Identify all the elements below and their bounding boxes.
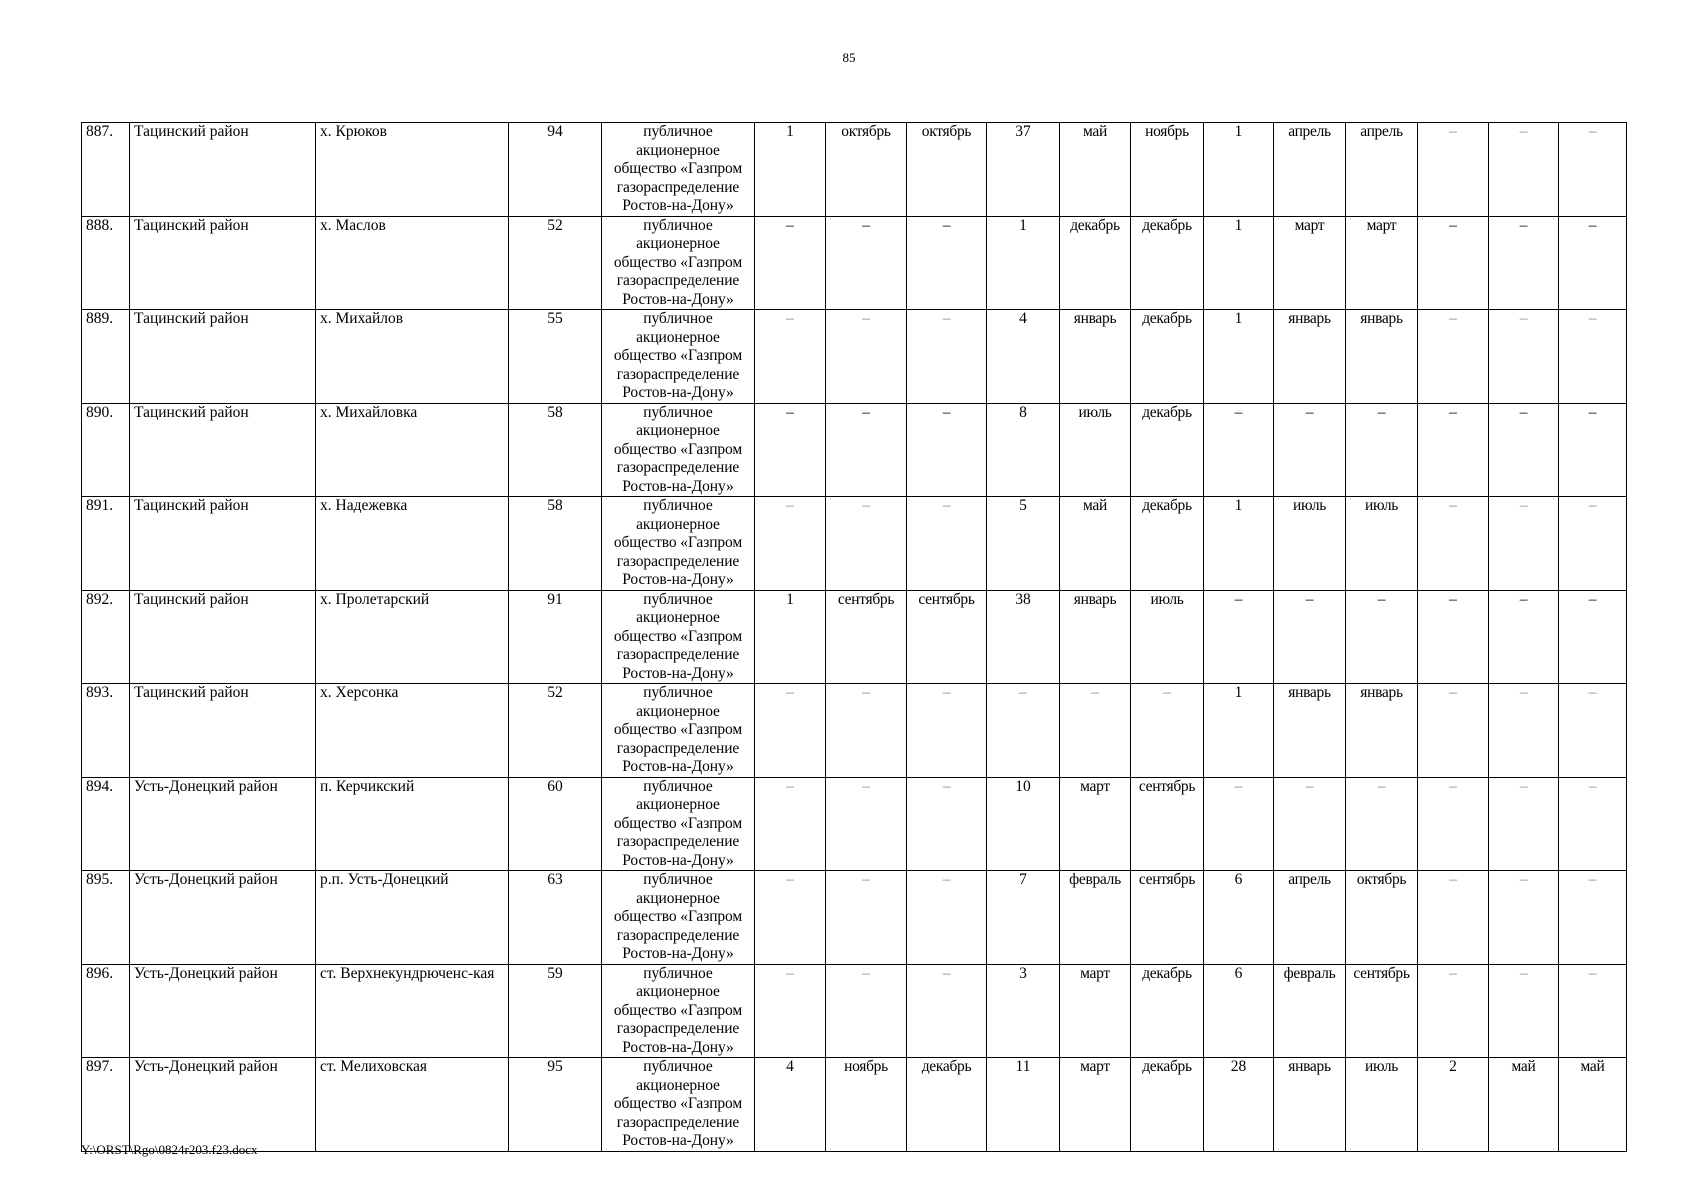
month-cell-4b: – (1559, 123, 1627, 217)
count-cell-2: 38 (987, 590, 1060, 684)
month-cell-2b: декабрь (1131, 403, 1204, 497)
count-cell-2: – (987, 684, 1060, 778)
value-cell: 58 (509, 403, 602, 497)
month-cell-2a: март (1060, 964, 1131, 1058)
table-body (82, 123, 1627, 1152)
month-cell-1a: октябрь (826, 123, 907, 217)
month-cell-2a: декабрь (1060, 216, 1131, 310)
district-cell: Усть-Донецкий район (130, 964, 316, 1058)
count-cell-3: – (1204, 403, 1274, 497)
data-table (81, 122, 1627, 1152)
month-cell-3b: январь (1346, 310, 1418, 404)
settlement-cell: х. Надежевка (316, 497, 509, 591)
settlement-cell: х. Маслов (316, 216, 509, 310)
row-number: 895. (82, 871, 130, 965)
count-cell-4: – (1418, 871, 1489, 965)
settlement-cell: р.п. Усть-Донецкий (316, 871, 509, 965)
month-cell-1a: – (826, 684, 907, 778)
month-cell-2a: февраль (1060, 871, 1131, 965)
month-cell-4a: – (1489, 497, 1559, 591)
row-number: 890. (82, 403, 130, 497)
count-cell-3: 1 (1204, 123, 1274, 217)
count-cell-1: – (755, 497, 826, 591)
month-cell-2b: июль (1131, 590, 1204, 684)
table-row (82, 497, 1627, 591)
district-cell: Тацинский район (130, 123, 316, 217)
organization-cell: публичное акционерное общество «Газпром газораспределение Ростов-на-Дону» (602, 216, 755, 310)
value-cell: 52 (509, 216, 602, 310)
month-cell-2a: январь (1060, 310, 1131, 404)
settlement-cell: ст. Мелиховская (316, 1058, 509, 1152)
table-row (82, 403, 1627, 497)
count-cell-4: – (1418, 684, 1489, 778)
month-cell-4a: – (1489, 777, 1559, 871)
row-number: 891. (82, 497, 130, 591)
count-cell-4: – (1418, 216, 1489, 310)
district-cell: Усть-Донецкий район (130, 1058, 316, 1152)
month-cell-1b: октябрь (907, 123, 987, 217)
settlement-cell: х. Михайловка (316, 403, 509, 497)
month-cell-3a: апрель (1274, 123, 1346, 217)
month-cell-4a: – (1489, 216, 1559, 310)
organization-cell: публичное акционерное общество «Газпром газораспределение Ростов-на-Дону» (602, 964, 755, 1058)
settlement-cell: х. Херсонка (316, 684, 509, 778)
month-cell-1b: – (907, 964, 987, 1058)
month-cell-4a: – (1489, 590, 1559, 684)
count-cell-2: 4 (987, 310, 1060, 404)
month-cell-4a: – (1489, 403, 1559, 497)
month-cell-1a: – (826, 216, 907, 310)
count-cell-1: 1 (755, 590, 826, 684)
month-cell-1a: ноябрь (826, 1058, 907, 1152)
month-cell-1a: – (826, 871, 907, 965)
organization-cell: публичное акционерное общество «Газпром газораспределение Ростов-на-Дону» (602, 403, 755, 497)
month-cell-2a: май (1060, 123, 1131, 217)
month-cell-2b: сентябрь (1131, 777, 1204, 871)
settlement-cell: п. Керчикский (316, 777, 509, 871)
count-cell-2: 11 (987, 1058, 1060, 1152)
count-cell-2: 1 (987, 216, 1060, 310)
value-cell: 95 (509, 1058, 602, 1152)
row-number: 887. (82, 123, 130, 217)
month-cell-3a: январь (1274, 1058, 1346, 1152)
count-cell-1: – (755, 777, 826, 871)
count-cell-2: 10 (987, 777, 1060, 871)
count-cell-2: 3 (987, 964, 1060, 1058)
row-number: 894. (82, 777, 130, 871)
table-row (82, 777, 1627, 871)
count-cell-2: 37 (987, 123, 1060, 217)
month-cell-2b: декабрь (1131, 310, 1204, 404)
table-row (82, 964, 1627, 1058)
count-cell-1: 4 (755, 1058, 826, 1152)
month-cell-4a: – (1489, 964, 1559, 1058)
month-cell-4b: май (1559, 1058, 1627, 1152)
value-cell: 52 (509, 684, 602, 778)
organization-cell: публичное акционерное общество «Газпром газораспределение Ростов-на-Дону» (602, 590, 755, 684)
month-cell-2a: – (1060, 684, 1131, 778)
month-cell-3b: март (1346, 216, 1418, 310)
count-cell-1: – (755, 216, 826, 310)
month-cell-4b: – (1559, 216, 1627, 310)
month-cell-3a: апрель (1274, 871, 1346, 965)
month-cell-4b: – (1559, 777, 1627, 871)
settlement-cell: ст. Верхнекундрюченс-кая (316, 964, 509, 1058)
district-cell: Тацинский район (130, 310, 316, 404)
month-cell-1b: – (907, 216, 987, 310)
value-cell: 59 (509, 964, 602, 1058)
month-cell-1b: – (907, 684, 987, 778)
month-cell-3a: июль (1274, 497, 1346, 591)
month-cell-3a: февраль (1274, 964, 1346, 1058)
month-cell-3a: март (1274, 216, 1346, 310)
row-number: 888. (82, 216, 130, 310)
value-cell: 94 (509, 123, 602, 217)
month-cell-2b: декабрь (1131, 1058, 1204, 1152)
district-cell: Усть-Донецкий район (130, 871, 316, 965)
month-cell-3b: октябрь (1346, 871, 1418, 965)
month-cell-4a: – (1489, 123, 1559, 217)
month-cell-3b: январь (1346, 684, 1418, 778)
count-cell-4: – (1418, 310, 1489, 404)
month-cell-1a: – (826, 497, 907, 591)
row-number: 892. (82, 590, 130, 684)
month-cell-4a: – (1489, 871, 1559, 965)
month-cell-1b: – (907, 403, 987, 497)
value-cell: 91 (509, 590, 602, 684)
row-number: 897. (82, 1058, 130, 1152)
month-cell-1b: – (907, 310, 987, 404)
count-cell-1: – (755, 964, 826, 1058)
month-cell-4b: – (1559, 403, 1627, 497)
month-cell-2b: сентябрь (1131, 871, 1204, 965)
month-cell-1b: – (907, 497, 987, 591)
month-cell-2b: декабрь (1131, 964, 1204, 1058)
count-cell-3: 6 (1204, 964, 1274, 1058)
row-number: 889. (82, 310, 130, 404)
count-cell-4: – (1418, 123, 1489, 217)
district-cell: Тацинский район (130, 590, 316, 684)
settlement-cell: х. Пролетарский (316, 590, 509, 684)
row-number: 896. (82, 964, 130, 1058)
count-cell-3: – (1204, 777, 1274, 871)
count-cell-4: – (1418, 590, 1489, 684)
month-cell-3b: июль (1346, 497, 1418, 591)
value-cell: 60 (509, 777, 602, 871)
count-cell-3: 1 (1204, 497, 1274, 591)
month-cell-3b: – (1346, 590, 1418, 684)
month-cell-1a: – (826, 403, 907, 497)
month-cell-2a: июль (1060, 403, 1131, 497)
table-row (82, 216, 1627, 310)
count-cell-1: 1 (755, 123, 826, 217)
month-cell-2a: январь (1060, 590, 1131, 684)
settlement-cell: х. Крюков (316, 123, 509, 217)
count-cell-4: – (1418, 403, 1489, 497)
month-cell-4a: – (1489, 684, 1559, 778)
count-cell-4: – (1418, 777, 1489, 871)
month-cell-4b: – (1559, 964, 1627, 1058)
district-cell: Тацинский район (130, 403, 316, 497)
month-cell-1b: декабрь (907, 1058, 987, 1152)
organization-cell: публичное акционерное общество «Газпром газораспределение Ростов-на-Дону» (602, 1058, 755, 1152)
month-cell-1b: сентябрь (907, 590, 987, 684)
month-cell-4b: – (1559, 497, 1627, 591)
month-cell-3a: январь (1274, 310, 1346, 404)
table-row (82, 590, 1627, 684)
month-cell-3b: сентябрь (1346, 964, 1418, 1058)
count-cell-1: – (755, 684, 826, 778)
organization-cell: публичное акционерное общество «Газпром газораспределение Ростов-на-Дону» (602, 123, 755, 217)
count-cell-2: 8 (987, 403, 1060, 497)
month-cell-3b: – (1346, 403, 1418, 497)
page-number: 85 (842, 50, 856, 65)
table-row (82, 1058, 1627, 1152)
organization-cell: публичное акционерное общество «Газпром газораспределение Ростов-на-Дону» (602, 777, 755, 871)
district-cell: Тацинский район (130, 216, 316, 310)
month-cell-4b: – (1559, 871, 1627, 965)
count-cell-1: – (755, 403, 826, 497)
count-cell-1: – (755, 310, 826, 404)
settlement-cell: х. Михайлов (316, 310, 509, 404)
organization-cell: публичное акционерное общество «Газпром газораспределение Ростов-на-Дону» (602, 684, 755, 778)
table-row (82, 123, 1627, 217)
organization-cell: публичное акционерное общество «Газпром газораспределение Ростов-на-Дону» (602, 497, 755, 591)
month-cell-4b: – (1559, 310, 1627, 404)
month-cell-1a: – (826, 310, 907, 404)
month-cell-2b: декабрь (1131, 497, 1204, 591)
district-cell: Усть-Донецкий район (130, 777, 316, 871)
table-row (82, 684, 1627, 778)
month-cell-3a: январь (1274, 684, 1346, 778)
month-cell-3a: – (1274, 403, 1346, 497)
month-cell-3a: – (1274, 590, 1346, 684)
count-cell-3: – (1204, 590, 1274, 684)
count-cell-3: 1 (1204, 684, 1274, 778)
table-row (82, 310, 1627, 404)
count-cell-2: 5 (987, 497, 1060, 591)
count-cell-4: – (1418, 497, 1489, 591)
footer-file-path: Y:\ORST\Rgo\0824r203.f23.docx (81, 1142, 258, 1157)
month-cell-3a: – (1274, 777, 1346, 871)
value-cell: 55 (509, 310, 602, 404)
month-cell-3b: июль (1346, 1058, 1418, 1152)
month-cell-3b: апрель (1346, 123, 1418, 217)
row-number: 893. (82, 684, 130, 778)
count-cell-4: – (1418, 964, 1489, 1058)
month-cell-4b: – (1559, 590, 1627, 684)
count-cell-3: 1 (1204, 216, 1274, 310)
count-cell-3: 28 (1204, 1058, 1274, 1152)
month-cell-2a: март (1060, 777, 1131, 871)
month-cell-2a: май (1060, 497, 1131, 591)
month-cell-4a: – (1489, 310, 1559, 404)
district-cell: Тацинский район (130, 684, 316, 778)
month-cell-1a: – (826, 777, 907, 871)
month-cell-4b: – (1559, 684, 1627, 778)
month-cell-2b: – (1131, 684, 1204, 778)
month-cell-2a: март (1060, 1058, 1131, 1152)
value-cell: 63 (509, 871, 602, 965)
month-cell-1a: – (826, 964, 907, 1058)
count-cell-4: 2 (1418, 1058, 1489, 1152)
month-cell-1b: – (907, 777, 987, 871)
organization-cell: публичное акционерное общество «Газпром газораспределение Ростов-на-Дону» (602, 310, 755, 404)
value-cell: 58 (509, 497, 602, 591)
table-row (82, 871, 1627, 965)
month-cell-4a: май (1489, 1058, 1559, 1152)
count-cell-1: – (755, 871, 826, 965)
month-cell-2b: декабрь (1131, 216, 1204, 310)
count-cell-3: 1 (1204, 310, 1274, 404)
organization-cell: публичное акционерное общество «Газпром газораспределение Ростов-на-Дону» (602, 871, 755, 965)
month-cell-2b: ноябрь (1131, 123, 1204, 217)
count-cell-2: 7 (987, 871, 1060, 965)
district-cell: Тацинский район (130, 497, 316, 591)
count-cell-3: 6 (1204, 871, 1274, 965)
month-cell-1b: – (907, 871, 987, 965)
month-cell-1a: сентябрь (826, 590, 907, 684)
month-cell-3b: – (1346, 777, 1418, 871)
